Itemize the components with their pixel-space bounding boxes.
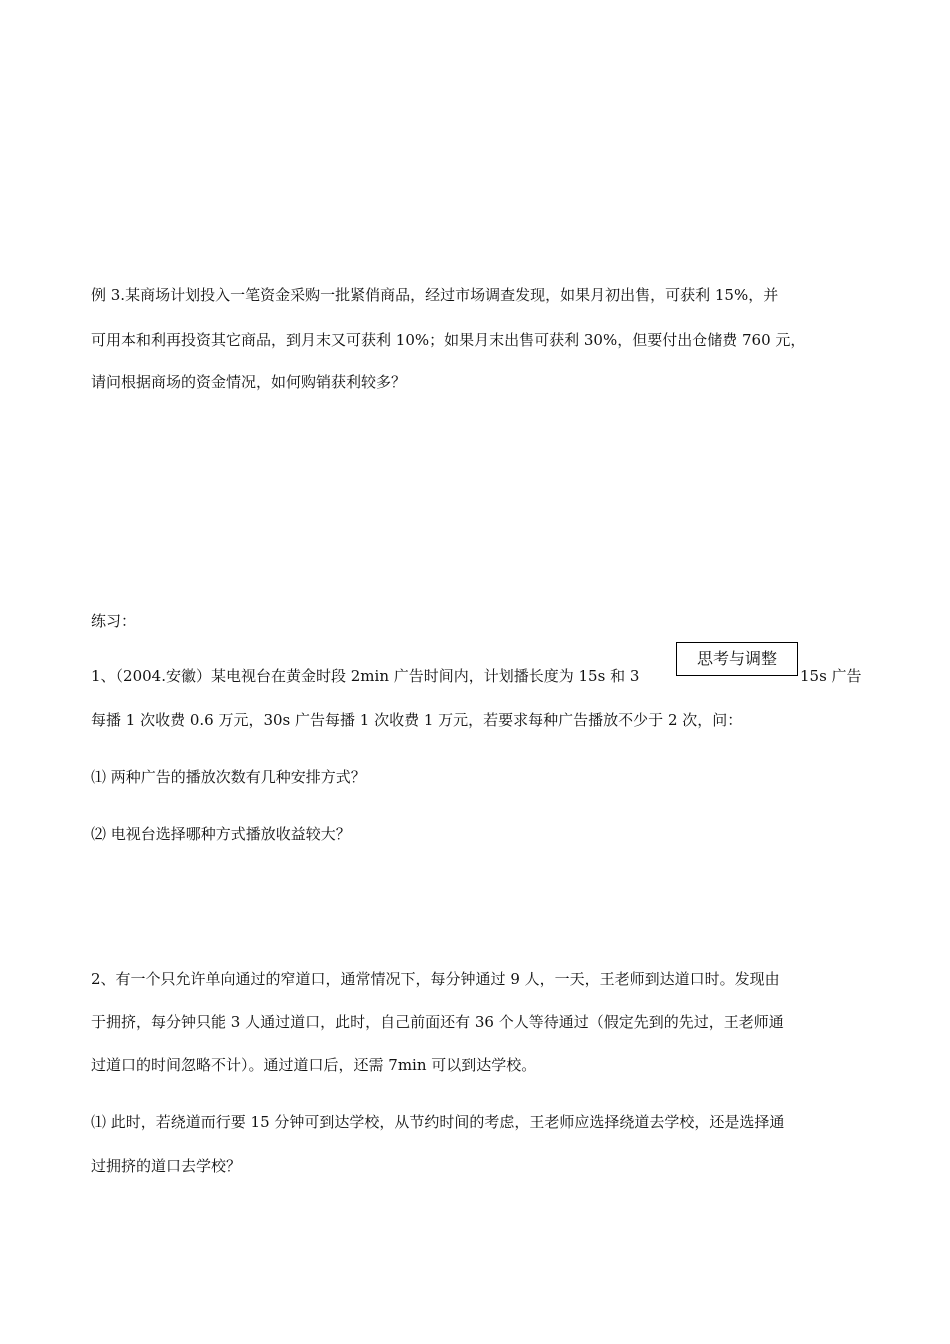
q2-line-2: 于拥挤，每分钟只能 3 人通过道口，此时，自己前面还有 36 个人等待通过（假定先到的先过，王老师通	[91, 1013, 784, 1031]
q1-line-2: 每播 1 次收费 0.6 万元，30s 广告每播 1 次收费 1 万元，若要求每种广告播放不少于 2 次，问：	[91, 711, 743, 729]
q2-line-3: 过道口的时间忽略不计）。通过道口后，还需 7min 可以到达学校。	[91, 1056, 537, 1074]
q1-line-1: 1、（2004.安徽）某电视台在黄金时段 2min 广告时间内，计划播长度为 15s 和 3	[91, 667, 640, 685]
think-and-adjust-box	[676, 642, 798, 676]
example-3-line-2: 可用本和利再投资其它商品，到月末又可获利 10%；如果月末出售可获利 30%，但要付出仓储费 760 元，	[91, 331, 806, 349]
example-3-line-3: 请问根据商场的资金情况，如何购销获利较多？	[91, 373, 407, 391]
q1-sub-2: ⑵ 电视台选择哪种方式播放收益较大？	[91, 825, 351, 843]
practice-heading: 练习：	[91, 612, 137, 630]
q2-line-1: 2、有一个只允许单向通过的窄道口，通常情况下，每分钟通过 9 人，一天，王老师到达道口时。发现由	[91, 970, 780, 988]
q1-sub-1: ⑴ 两种广告的播放次数有几种安排方式？	[91, 768, 366, 786]
think-and-adjust-label: 思考与调整	[696, 649, 777, 668]
q1-line-1-tail: 15s 广告	[800, 667, 862, 685]
example-3-line-1: 例 3.某商场计划投入一笔资金采购一批紧俏商品，经过市场调查发现，如果月初出售，可获利 15%，并	[91, 286, 779, 304]
q2-sub-1-line-1: ⑴ 此时，若绕道而行要 15 分钟可到达学校，从节约时间的考虑，王老师应选择绕道去学校，还是选择通	[91, 1113, 785, 1131]
q2-sub-1-line-2: 过拥挤的道口去学校？	[91, 1157, 242, 1175]
